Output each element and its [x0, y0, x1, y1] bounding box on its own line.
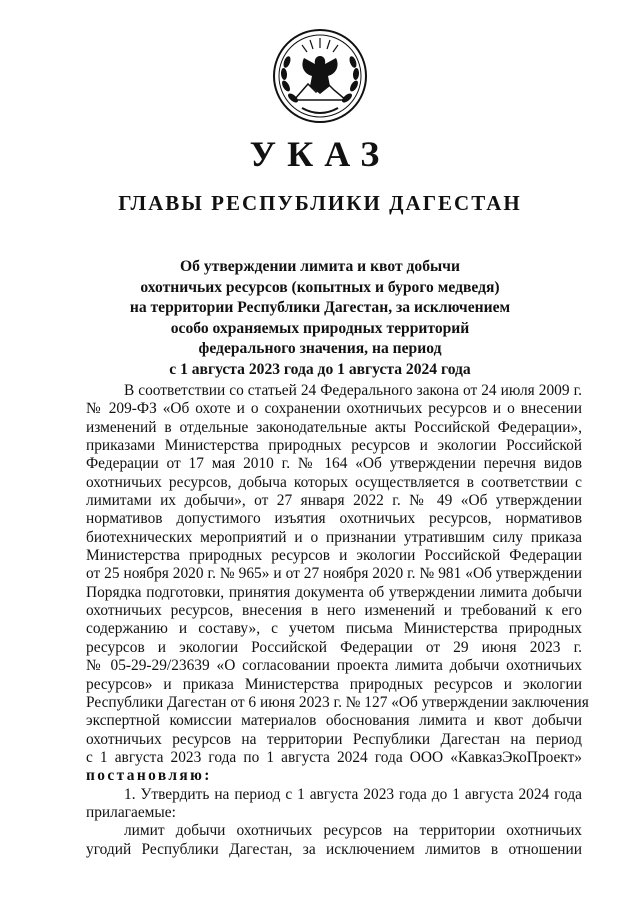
text-line: от 25 ноября 2020 г. № 965» и от 27 ноября 2020 г. № 981 «Об утверждении — [86, 565, 582, 583]
text-line: охотничьих ресурсов, добыча которых осуществляется в соответствии с — [86, 473, 582, 491]
text-line: В соответствии со статьей 24 Федерального закона от 24 июля 2009 г. — [124, 382, 582, 399]
text-line: № 05-29-29/23639 «О согласовании проекта лимита добычи охотничьих — [86, 657, 582, 675]
text-line: охотничьих ресурсов, внесения в него изменений и требований к его — [86, 602, 582, 620]
text-line: экспертной комиссии материалов обоснования лимита и квот добычи — [86, 712, 582, 730]
text-line: Министерства природных ресурсов и экологии Российской Федерации — [86, 547, 582, 565]
text-line: содержанию и составу», с учетом письма Министерства природных — [86, 620, 582, 638]
decree-body — [86, 382, 589, 859]
heading-line: на территории Республики Дагестан, за исключением — [129, 299, 511, 316]
text-line: лимит добычи охотничьих ресурсов на территории охотничьих — [124, 822, 582, 840]
document-title: УКАЗ — [249, 134, 391, 174]
text-line: биотехнических мероприятий и о признании утратившим силу приказа — [86, 528, 582, 546]
text-line: лимитами их добычи», от 27 января 2022 г. № 49 «Об утверждении — [86, 492, 582, 510]
text-line: Порядка подготовки, принятия документа об утверждении лимита добычи — [86, 583, 582, 601]
coat-of-arms-emblem — [272, 28, 368, 124]
text-line: нормативов допустимого изъятия охотничьих ресурсов, нормативов — [86, 510, 582, 528]
decree-heading — [110, 257, 530, 380]
text-line: Федерации от 17 мая 2010 г. № 164 «Об утверждении перечня видов — [86, 455, 582, 473]
text-line: с 1 августа 2023 года по 1 августа 2024 года ООО «КавказЭкоПроект» — [86, 748, 582, 766]
heading-line: с 1 августа 2023 года до 1 августа 2024 года — [169, 360, 471, 378]
text-line: Республики Дагестан от 6 июня 2023 г. № 127 «Об утверждении заключения — [86, 693, 589, 711]
text-line: охотничьих ресурсов на территории Республики Дагестан на период — [86, 730, 582, 748]
text-line: угодий Республики Дагестан, за исключением лимитов в отношении — [86, 840, 582, 858]
text-line: ресурсов» и приказа Министерства природных ресурсов и экологии — [86, 675, 582, 693]
decree-word — [86, 767, 582, 785]
text-line: 1. Утвердить на период с 1 августа 2023 года до 1 августа 2024 года — [124, 785, 582, 803]
text-line: прилагаемые: — [86, 803, 176, 821]
heading-line: федерального значения, на период — [198, 340, 442, 357]
text-line: ресурсов и экологии Российской Федерации от 29 июня 2023 г. — [86, 638, 582, 656]
heading-line: Об утверждении лимита и квот добычи — [180, 258, 460, 275]
heading-line: охотничьих ресурсов (копытных и бурого медведя) — [140, 278, 500, 296]
text-line: № 209-ФЗ «Об охоте и о сохранении охотничьих ресурсов и о внесении — [86, 400, 582, 418]
text-line: изменений в отдельные законодательные акты Российской Федерации», — [86, 418, 582, 436]
text-line: приказами Министерства природных ресурсов и экологии Российской — [86, 437, 582, 455]
decree-word-text: постановляю: — [86, 767, 212, 785]
document-subtitle: ГЛАВЫ РЕСПУБЛИКИ ДАГЕСТАН — [118, 191, 522, 215]
heading-line: особо охраняемых природных территорий — [170, 319, 470, 337]
